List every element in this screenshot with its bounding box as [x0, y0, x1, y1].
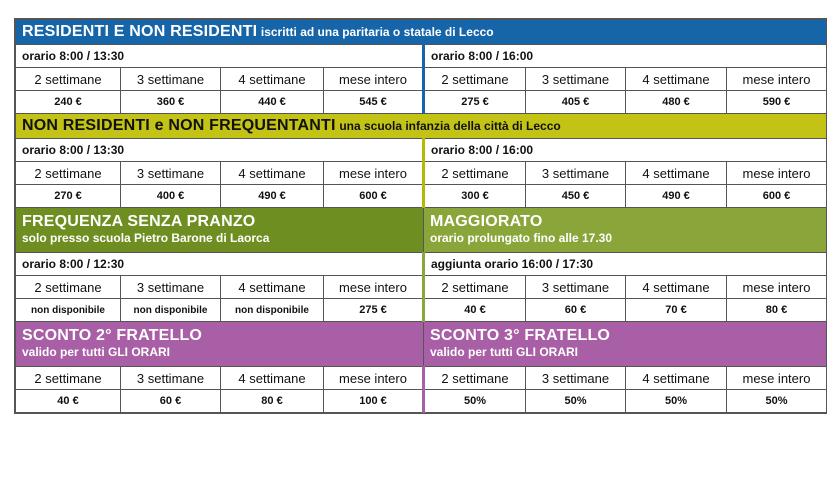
section1-headers-row — [16, 68, 827, 91]
section4-left-title-cell — [16, 322, 424, 367]
section3-prices-row — [16, 299, 827, 322]
section4-left-sub: valido per tutti GLI ORARI — [22, 345, 171, 359]
section4-header-cell: 3 settimane — [121, 367, 221, 390]
section2-header-row — [16, 114, 827, 139]
section2-headers-row — [16, 162, 827, 185]
section2-price-cell: 490 € — [221, 185, 324, 208]
section4-price-cell: 40 € — [16, 390, 121, 413]
section3-orario-right: aggiunta orario 16:00 / 17:30 — [424, 253, 827, 276]
section3-header-cell: mese intero — [324, 276, 424, 299]
section2-price-cell: 270 € — [16, 185, 121, 208]
section4-right-title-cell — [424, 322, 827, 367]
section2-header-cell: 4 settimane — [626, 162, 727, 185]
section1-header-cell: mese intero — [727, 68, 827, 91]
section2-price-cell: 300 € — [424, 185, 526, 208]
section3-header-cell: 3 settimane — [526, 276, 626, 299]
section3-price-cell: non disponibile — [221, 299, 324, 322]
section3-headers-row — [16, 276, 827, 299]
section2-title-bold: NON RESIDENTI e NON FREQUENTANTI — [22, 117, 336, 134]
section4-prices-row — [16, 390, 827, 413]
section3-left-sub: solo presso scuola Pietro Barone di Laorca — [22, 231, 270, 245]
section3-price-cell: 80 € — [727, 299, 827, 322]
section3-right-title-cell — [424, 208, 827, 253]
section1-header-cell: 2 settimane — [16, 68, 121, 91]
section4-price-cell: 100 € — [324, 390, 424, 413]
section4-header-row — [16, 322, 827, 367]
section2-header-cell: mese intero — [727, 162, 827, 185]
section3-header-cell: 4 settimane — [221, 276, 324, 299]
section3-header-row — [16, 208, 827, 253]
section1-header-cell: 4 settimane — [626, 68, 727, 91]
section1-title — [16, 20, 827, 45]
section1-price-cell: 440 € — [221, 91, 324, 114]
section3-header-cell: 2 settimane — [16, 276, 121, 299]
section1-header-cell: 3 settimane — [526, 68, 626, 91]
section1-price-cell: 240 € — [16, 91, 121, 114]
section4-header-cell: mese intero — [324, 367, 424, 390]
section2-header-cell: 3 settimane — [121, 162, 221, 185]
section1-price-cell: 480 € — [626, 91, 727, 114]
section3-left-title: FREQUENZA SENZA PRANZO — [22, 213, 256, 230]
section1-orario-right: orario 8:00 / 16:00 — [424, 45, 827, 68]
section4-headers-row — [16, 367, 827, 390]
section1-orario-left: orario 8:00 / 13:30 — [16, 45, 424, 68]
section4-price-cell: 60 € — [121, 390, 221, 413]
section3-orario-row — [16, 253, 827, 276]
price-table — [15, 19, 827, 413]
section2-orario-right: orario 8:00 / 16:00 — [424, 139, 827, 162]
price-table-sheet — [14, 18, 827, 414]
section1-price-cell: 405 € — [526, 91, 626, 114]
section2-orario-left: orario 8:00 / 13:30 — [16, 139, 424, 162]
section2-header-cell: 2 settimane — [424, 162, 526, 185]
section3-header-cell: mese intero — [727, 276, 827, 299]
section3-right-title: MAGGIORATO — [430, 213, 543, 230]
section1-price-cell: 275 € — [424, 91, 526, 114]
section4-header-cell: 3 settimane — [526, 367, 626, 390]
section4-right-title: SCONTO 3° FRATELLO — [430, 327, 611, 344]
section4-price-cell: 50% — [526, 390, 626, 413]
section2-prices-row — [16, 185, 827, 208]
section3-orario-left: orario 8:00 / 12:30 — [16, 253, 424, 276]
section2-header-cell: 3 settimane — [526, 162, 626, 185]
section4-header-cell: 4 settimane — [626, 367, 727, 390]
section1-header-cell: mese intero — [324, 68, 424, 91]
section2-price-cell: 600 € — [727, 185, 827, 208]
section1-orario-row — [16, 45, 827, 68]
section2-price-cell: 450 € — [526, 185, 626, 208]
section2-title-rest: una scuola infanzia della città di Lecco — [339, 119, 561, 133]
section1-title-rest: iscritti ad una paritaria o statale di Lecco — [260, 25, 494, 39]
section3-price-cell: 275 € — [324, 299, 424, 322]
section4-price-cell: 50% — [626, 390, 727, 413]
section2-header-cell: 2 settimane — [16, 162, 121, 185]
section3-price-cell: non disponibile — [16, 299, 121, 322]
section2-price-cell: 400 € — [121, 185, 221, 208]
section4-price-cell: 80 € — [221, 390, 324, 413]
section4-header-cell: mese intero — [727, 367, 827, 390]
section2-price-cell: 600 € — [324, 185, 424, 208]
section3-price-cell: 40 € — [424, 299, 526, 322]
section2-orario-row — [16, 139, 827, 162]
section1-title-bold: RESIDENTI E NON RESIDENTI — [22, 23, 258, 40]
section3-left-title-cell — [16, 208, 424, 253]
section1-price-cell: 590 € — [727, 91, 827, 114]
section1-price-cell: 545 € — [324, 91, 424, 114]
section1-price-cell: 360 € — [121, 91, 221, 114]
section3-header-cell: 4 settimane — [626, 276, 727, 299]
section1-header-cell: 3 settimane — [121, 68, 221, 91]
section4-left-title: SCONTO 2° FRATELLO — [22, 327, 203, 344]
section3-header-cell: 3 settimane — [121, 276, 221, 299]
section1-header-cell: 4 settimane — [221, 68, 324, 91]
section3-price-cell: 60 € — [526, 299, 626, 322]
section4-price-cell: 50% — [727, 390, 827, 413]
section2-title — [16, 114, 827, 139]
section2-header-cell: mese intero — [324, 162, 424, 185]
section1-prices-row — [16, 91, 827, 114]
section3-price-cell: non disponibile — [121, 299, 221, 322]
section1-header-row — [16, 20, 827, 45]
section1-header-cell: 2 settimane — [424, 68, 526, 91]
section2-header-cell: 4 settimane — [221, 162, 324, 185]
section2-price-cell: 490 € — [626, 185, 727, 208]
section4-price-cell: 50% — [424, 390, 526, 413]
section4-header-cell: 2 settimane — [424, 367, 526, 390]
section3-price-cell: 70 € — [626, 299, 727, 322]
section4-header-cell: 2 settimane — [16, 367, 121, 390]
section3-right-sub: orario prolungato fino alle 17.30 — [430, 231, 613, 245]
section3-header-cell: 2 settimane — [424, 276, 526, 299]
section4-header-cell: 4 settimane — [221, 367, 324, 390]
section4-right-sub: valido per tutti GLI ORARI — [430, 345, 579, 359]
